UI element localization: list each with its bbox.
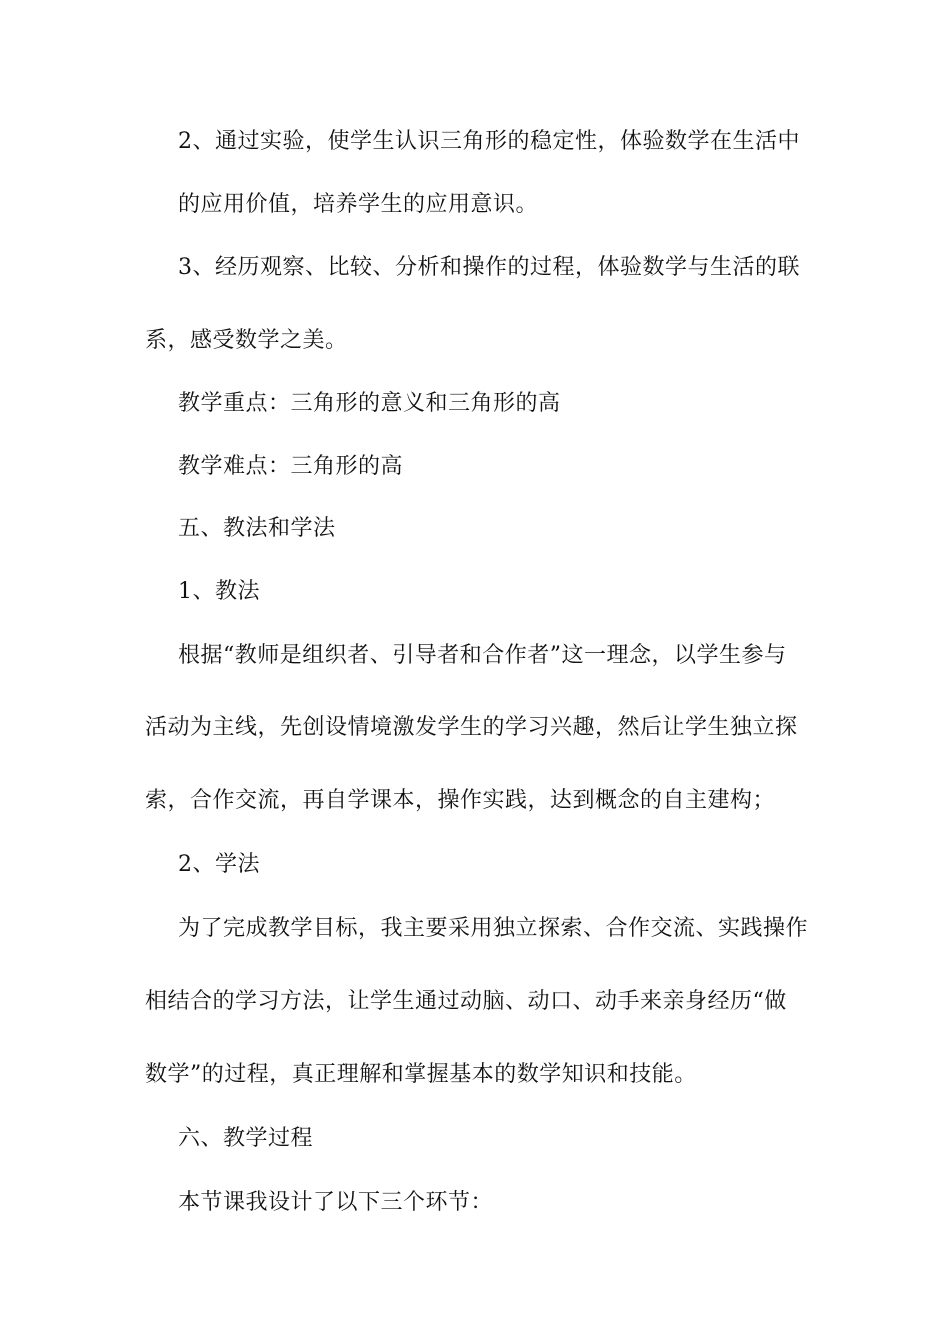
text-line-5: 教学重点：三角形的意义和三角形的高 [178,391,561,416]
text-line-2: 的应用价值，培养学生的应用意识。 [178,192,539,217]
text-line-14: 相结合的学习方法，让学生通过动脑、动口、动手来亲身经历“做 [145,989,787,1014]
text-line-11: 索，合作交流，再自学课本，操作实践，达到概念的自主建构； [145,788,776,813]
text-line-4: 系，感受数学之美。 [145,328,348,353]
text-line-17: 本节课我设计了以下三个环节： [178,1190,494,1215]
subheading-teaching-method: 1、教法 [178,579,260,604]
text-line-15: 数学”的过程，真正理解和掌握基本的数学知识和技能。 [145,1062,697,1087]
text-line-3: 3、经历观察、比较、分析和操作的过程，体验数学与生活的联 [178,255,800,280]
subheading-learning-method: 2、学法 [178,852,260,877]
section-heading-process: 六、教学过程 [178,1126,314,1151]
text-line-9: 根据“教师是组织者、引导者和合作者”这一理念，以学生参与 [178,643,787,668]
section-heading-methods: 五、教法和学法 [178,516,336,541]
text-line-6: 教学难点：三角形的高 [178,454,404,479]
text-line-1: 2、通过实验，使学生认识三角形的稳定性，体验数学在生活中 [178,129,800,154]
text-line-13: 为了完成教学目标，我主要采用独立探索、合作交流、实践操作 [178,916,809,941]
text-line-10: 活动为主线，先创设情境激发学生的学习兴趣，然后让学生独立探 [145,715,798,740]
